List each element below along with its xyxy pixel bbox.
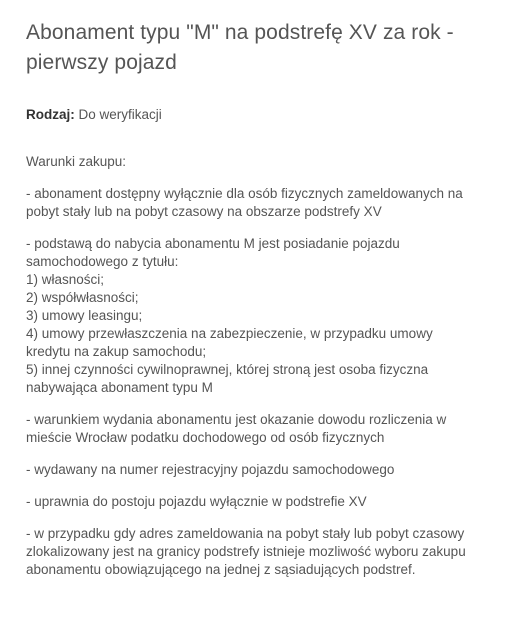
condition-line: - w przypadku gdy adres zameldowania na pobyt stały lub pobyt czasowy xyxy=(26,526,465,541)
page-title-line-1: Abonament typu "M" na podstrefę XV za rok - xyxy=(26,21,454,44)
condition-line: - warunkiem wydania abonamentu jest okazanie dowodu rozliczenia w xyxy=(26,412,447,427)
condition-item xyxy=(26,411,496,447)
subscription-type xyxy=(26,106,496,124)
condition-line: - abonament dostępny wyłącznie dla osób fizycznych zameldowanych na xyxy=(26,186,463,201)
condition-line: - wydawany na numer rejestracyjny pojazdu samochodowego xyxy=(26,462,395,477)
type-value: Do weryfikacji xyxy=(78,107,162,122)
condition-line: zlokalizowany jest na granicy podstrefy istnieje mozliwość wyboru zakupu xyxy=(26,544,466,559)
condition-line: 3) umowy leasingu; xyxy=(26,308,143,323)
condition-item xyxy=(26,185,496,221)
condition-line: samochodowego z tytułu: xyxy=(26,254,179,269)
condition-line: 5) innej czynności cywilnoprawnej, której stroną jest osoba fizyczna xyxy=(26,362,429,377)
page-title xyxy=(26,18,496,78)
condition-item xyxy=(26,525,496,579)
condition-item xyxy=(26,493,496,511)
condition-line: 4) umowy przewłaszczenia na zabezpieczenie, w przypadku umowy xyxy=(26,326,433,341)
condition-line: mieście Wrocław podatku dochodowego od osób fizycznych xyxy=(26,430,385,445)
subscription-details xyxy=(26,18,496,579)
condition-item xyxy=(26,235,496,397)
condition-line: - podstawą do nabycia abonamentu M jest posiadanie pojazdu xyxy=(26,236,400,251)
condition-line: 1) własności; xyxy=(26,272,105,287)
condition-line: abonamentu obowiązującego na jednej z sąsiadujących podstref. xyxy=(26,562,416,577)
condition-line: kredytu na zakup samochodu; xyxy=(26,344,207,359)
page-title-line-2: pierwszy pojazd xyxy=(26,51,177,74)
condition-line: - uprawnia do postoju pojazdu wyłącznie w podstrefie XV xyxy=(26,494,367,509)
condition-line: 2) współwłasności; xyxy=(26,290,139,305)
condition-line: nabywająca abonament typu M xyxy=(26,380,213,395)
conditions-heading: Warunki zakupu: xyxy=(26,154,127,169)
condition-item xyxy=(26,461,496,479)
condition-line: pobyt stały lub na pobyt czasowy na obszarze podstrefy XV xyxy=(26,204,382,219)
type-label: Rodzaj: xyxy=(26,107,75,122)
